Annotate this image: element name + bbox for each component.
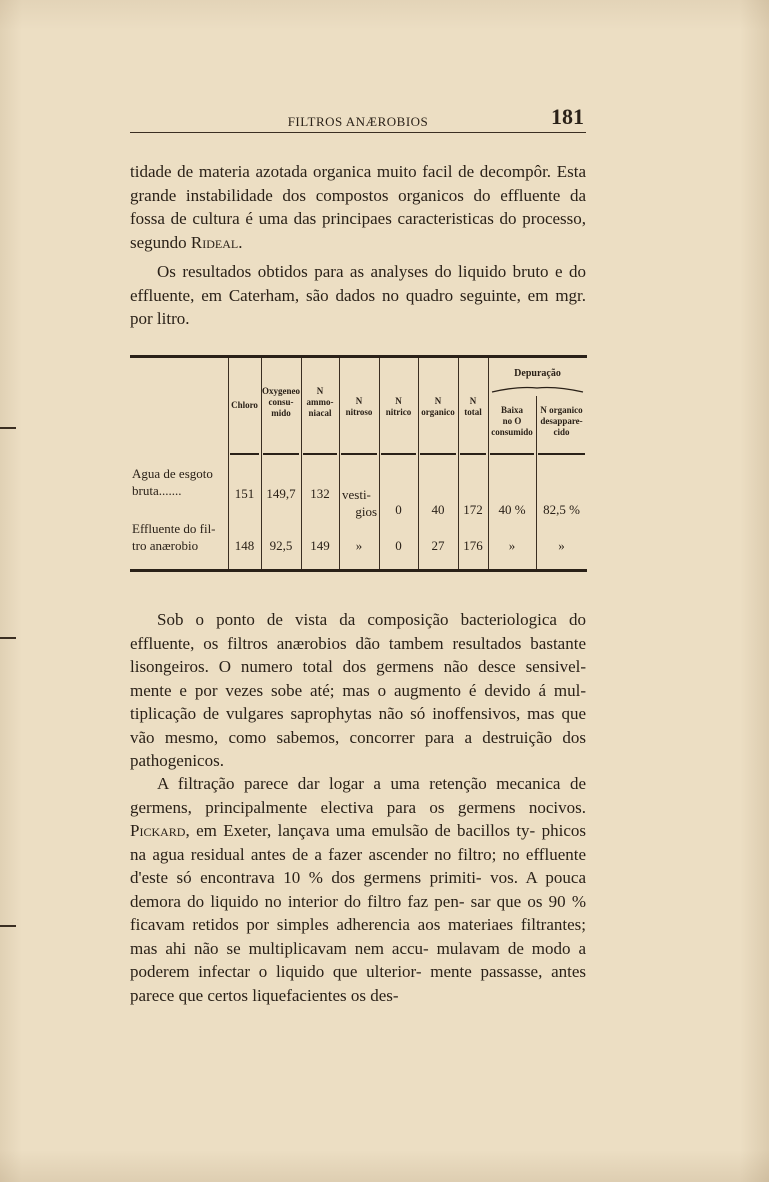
paragraph xyxy=(130,608,586,773)
column-header-chloro: Chloro xyxy=(231,400,258,410)
author-name: Rideal. xyxy=(190,232,243,252)
text-line: mente passasse, antes parece que certos liquefacientes os des- xyxy=(130,962,586,1005)
table-cell: » xyxy=(508,538,516,553)
margin-mark xyxy=(0,637,16,639)
margin-mark xyxy=(0,925,16,927)
table-cell: 82,5 % xyxy=(543,502,580,517)
running-title: FILTROS ANÆROBIOS xyxy=(287,114,429,129)
text-line: A filtração parece dar logar a uma retenção mecanica de xyxy=(157,774,586,793)
text-line: Esta grande instabilidade dos compostos organicos do effluente xyxy=(130,162,586,205)
column-header-oxygeneo: Oxygeneo consu- mido xyxy=(262,386,300,418)
text-line: lisongeiros. O numero total dos germens não desce sensivel- xyxy=(130,657,586,676)
author-name: Pickard, xyxy=(130,821,190,840)
table-cell: 172 xyxy=(463,502,483,517)
text-line: tiplicação de vulgares saprophytas não só inoffensivos, mas que xyxy=(130,704,586,723)
text-line: vão mesmo, como sabemos, concorrer para a destruição dos xyxy=(130,727,586,747)
table-cell: 151 xyxy=(234,486,255,501)
text-line: processo, segundo xyxy=(130,209,587,252)
text-line: effluente, os filtros anærobios dão tambem resultados bastante xyxy=(130,633,586,653)
table-cell: 40 % xyxy=(498,502,526,517)
column-header-n-nitroso: N nitroso xyxy=(345,396,373,417)
table-cell: vesti- gios xyxy=(342,487,377,519)
text-line: mulavam de modo a poderem infectar o liquido que ulterior- xyxy=(130,938,587,981)
column-header-n-organico: N organico xyxy=(421,396,455,417)
table-cell: 176 xyxy=(463,538,483,553)
running-header xyxy=(130,104,586,133)
table-cell: » xyxy=(355,538,363,553)
paragraph xyxy=(130,772,586,1007)
page-number: 181 xyxy=(551,104,584,129)
group-header-depuracao: Depuração xyxy=(514,368,561,379)
margin-mark xyxy=(0,427,16,429)
text-line: do effluente, em Caterham, são dados no quadro seguinte, em xyxy=(130,262,586,305)
column-header-n-total: N total xyxy=(464,396,482,417)
table-cell: 0 xyxy=(395,502,402,517)
table-cell: » xyxy=(558,538,565,553)
table-cell: 148 xyxy=(234,538,255,553)
table-cell: 27 xyxy=(431,538,445,553)
text-line: mgr. por litro. xyxy=(130,285,587,328)
table-cell: 149 xyxy=(310,538,330,553)
text-line: no effluente d'este só encontrava 10 % dos germens primiti- xyxy=(130,844,587,887)
row-label-effluente: Effluente do fil- tro anærobio xyxy=(132,521,216,553)
text-line: pathogenicos. xyxy=(130,751,224,770)
table-cell: 40 xyxy=(431,502,445,517)
text-line: da fossa de cultura é uma das principaes caracteristicas do xyxy=(130,185,587,228)
table-cell: 92,5 xyxy=(269,538,293,553)
table-cell: 149,7 xyxy=(266,486,296,501)
text-line: Sob o ponto de vista da composição bacteriologica do xyxy=(157,610,586,629)
column-header-n-nitrico: N nitrico xyxy=(385,396,412,417)
text-line: mente e por vezes sobe até; mas o augmento é devido á mul- xyxy=(130,680,586,700)
column-header-n-ammoniacal: N ammo- niacal xyxy=(306,386,334,418)
paragraph xyxy=(130,260,586,331)
text-line: vos. A pouca demora do liquido no interior do filtro faz pen- xyxy=(130,868,586,911)
column-header-baixa: Baixa no O consumido xyxy=(491,405,533,437)
brace-icon xyxy=(488,384,587,394)
text-line: sar que os 90 % ficavam retidos por simples adherencia aos xyxy=(130,891,586,934)
column-header-n-organico-desapparecido: N organico desappare- cido xyxy=(540,405,583,437)
text-line: em Exeter, lançava uma emulsão de bacillos ty- xyxy=(196,821,536,840)
table-cell: 132 xyxy=(310,486,330,501)
table-cell: 0 xyxy=(395,538,402,553)
text-line: materiaes filtrantes; mas ahi não se multiplicavam nem accu- xyxy=(130,915,586,958)
row-label-agua-de-esgoto: Agua de esgoto bruta....... xyxy=(132,466,213,498)
text-line: phicos na agua residual antes de a fazer ascender no filtro; xyxy=(130,821,587,864)
paragraph xyxy=(130,160,586,256)
text-line: Os resultados obtidos para as analyses do liquido bruto e xyxy=(157,262,563,281)
text-line: germens, principalmente electiva para os germens nocivos. xyxy=(130,797,586,817)
data-table xyxy=(130,355,587,572)
text-line: tidade de materia azotada organica muito facil de decompôr. xyxy=(130,162,552,181)
